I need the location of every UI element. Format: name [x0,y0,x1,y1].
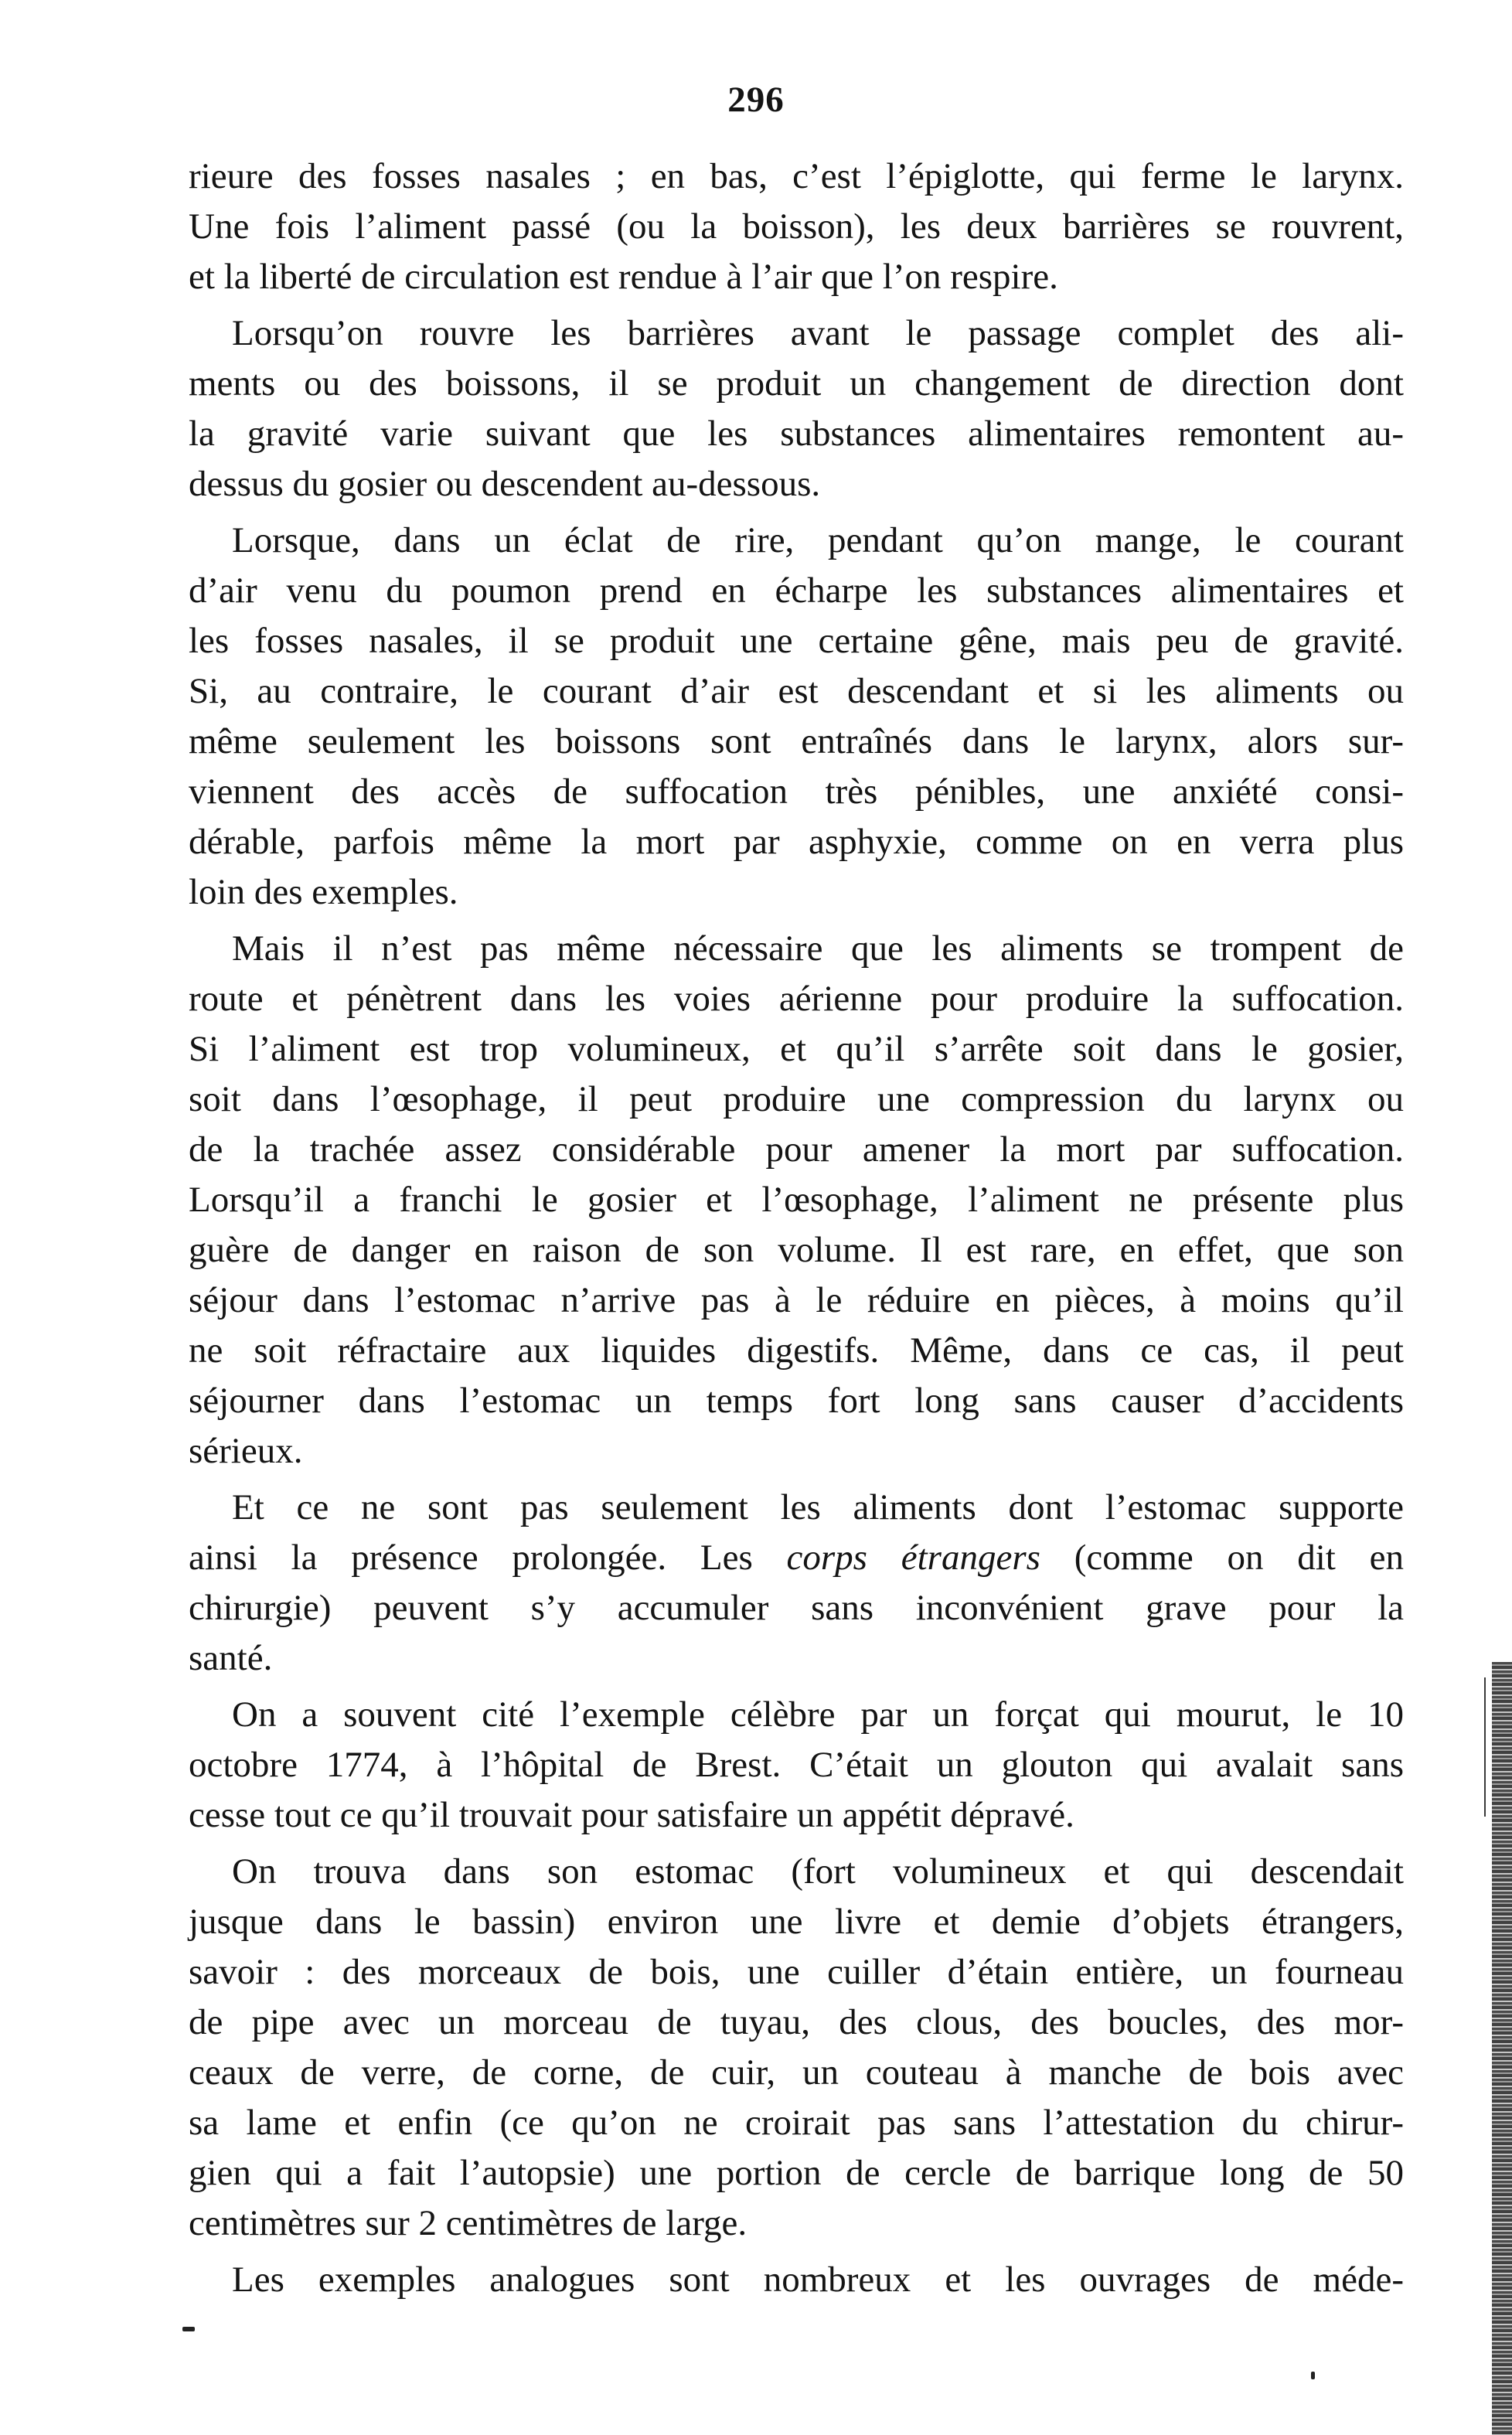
text-line: chirurgie) peuvent s’y accumuler sans inconvénient grave pour la [189,1588,1404,1628]
text-line: Si, au contraire, le courant d’air est descendant et si les aliments ou [189,671,1404,711]
text-line: santé. [189,1638,273,1678]
text-line: ments ou des boissons, il se produit un changement de direction dont [189,363,1404,404]
text-line: ceaux de verre, de corne, de cuir, un couteau à manche de bois avec [189,2052,1404,2093]
text-line: rieure des fosses nasales ; en bas, c’est l’épiglotte, qui ferme le larynx. [189,156,1404,196]
body-text [189,152,1404,2305]
text-line: Mais il n’est pas même nécessaire que les aliments se trompent de [232,928,1404,969]
text-line: Lorsqu’on rouvre les barrières avant le passage complet des ali- [232,313,1404,353]
italic-term: corps étrangers [786,1538,1040,1578]
text-line: d’air venu du poumon prend en écharpe les substances alimentaires et [189,570,1404,611]
scan-edge-line [1484,1677,1486,1817]
text-line: même seulement les boissons sont entraînés dans le larynx, alors sur- [189,721,1404,761]
text-run: (comme on dit en [1040,1538,1404,1578]
text-line: la gravité varie suivant que les substances alimentaires remontent au- [189,414,1404,454]
text-line: soit dans l’œsophage, il peut produire une compression du larynx ou [189,1079,1404,1119]
text-line: centimètres sur 2 centimètres de large. [189,2203,747,2243]
text-line: On trouva dans son estomac (fort volumineux et qui descendait [232,1851,1404,1892]
text-line: Lorsque, dans un éclat de rire, pendant qu’on mange, le courant [232,520,1404,560]
text-line: dérable, parfois même la mort par asphyxie, comme on en verra plus [189,822,1404,862]
text-line: route et pénètrent dans les voies aérienne pour produire la suffocation. [189,979,1404,1019]
text-line: guère de danger en raison de son volume. Il est rare, en effet, que son [189,1230,1404,1270]
text-line: Les exemples analogues sont nombreux et les ouvrages de méde- [232,2260,1404,2300]
scan-edge-artifact [1492,1662,1512,2435]
text-line: loin des exemples. [189,872,458,912]
text-line: jusque dans le bassin) environ une livre et demie d’objets étrangers, [189,1902,1404,1942]
text-line [189,1533,1404,1583]
text-line: de pipe avec un morceau de tuyau, des clous, des boucles, des mor- [189,2002,1404,2042]
text-line: cesse tout ce qu’il trouvait pour satisfaire un appétit dépravé. [189,1795,1074,1835]
scan-speck [1311,2372,1315,2379]
text-line: dessus du gosier ou descendent au-dessous. [189,464,821,504]
text-line: les fosses nasales, il se produit une certaine gêne, mais peu de gravité. [189,621,1404,661]
scan-speck [182,2327,195,2331]
text-line: et la liberté de circulation est rendue à l’air que l’on respire. [189,257,1058,297]
text-line: octobre 1774, à l’hôpital de Brest. C’était un glouton qui avalait sans [189,1745,1404,1785]
text-line: savoir : des morceaux de bois, une cuiller d’étain entière, un fourneau [189,1952,1404,1992]
text-run: ainsi la présence prolongée. Les [189,1538,753,1578]
text-line: Et ce ne sont pas seulement les aliments dont l’estomac supporte [232,1487,1404,1527]
text-line: Si l’aliment est trop volumineux, et qu’il s’arrête soit dans le gosier, [189,1029,1404,1069]
text-line: gien qui a fait l’autopsie) une portion de cercle de barrique long de 50 [189,2153,1404,2193]
text-line: sérieux. [189,1431,303,1471]
text-line: séjour dans l’estomac n’arrive pas à le réduire en pièces, à moins qu’il [189,1280,1404,1320]
text-line: ne soit réfractaire aux liquides digestifs. Même, dans ce cas, il peut [189,1330,1404,1371]
text-line: sa lame et enfin (ce qu’on ne croirait pas sans l’attestation du chirur- [189,2103,1404,2143]
text-line: de la trachée assez considérable pour amener la mort par suffocation. [189,1129,1404,1170]
text-line: séjourner dans l’estomac un temps fort long sans causer d’accidents [189,1381,1404,1421]
page-number: 296 [727,80,785,120]
text-line: Une fois l’aliment passé (ou la boisson), les deux barrières se rouvrent, [189,206,1404,247]
text-line: Lorsqu’il a franchi le gosier et l’œsophage, l’aliment ne présente plus [189,1180,1404,1220]
text-line: On a souvent cité l’exemple célèbre par un forçat qui mourut, le 10 [232,1694,1404,1735]
text-line: viennent des accès de suffocation très pénibles, une anxiété consi- [189,771,1404,812]
